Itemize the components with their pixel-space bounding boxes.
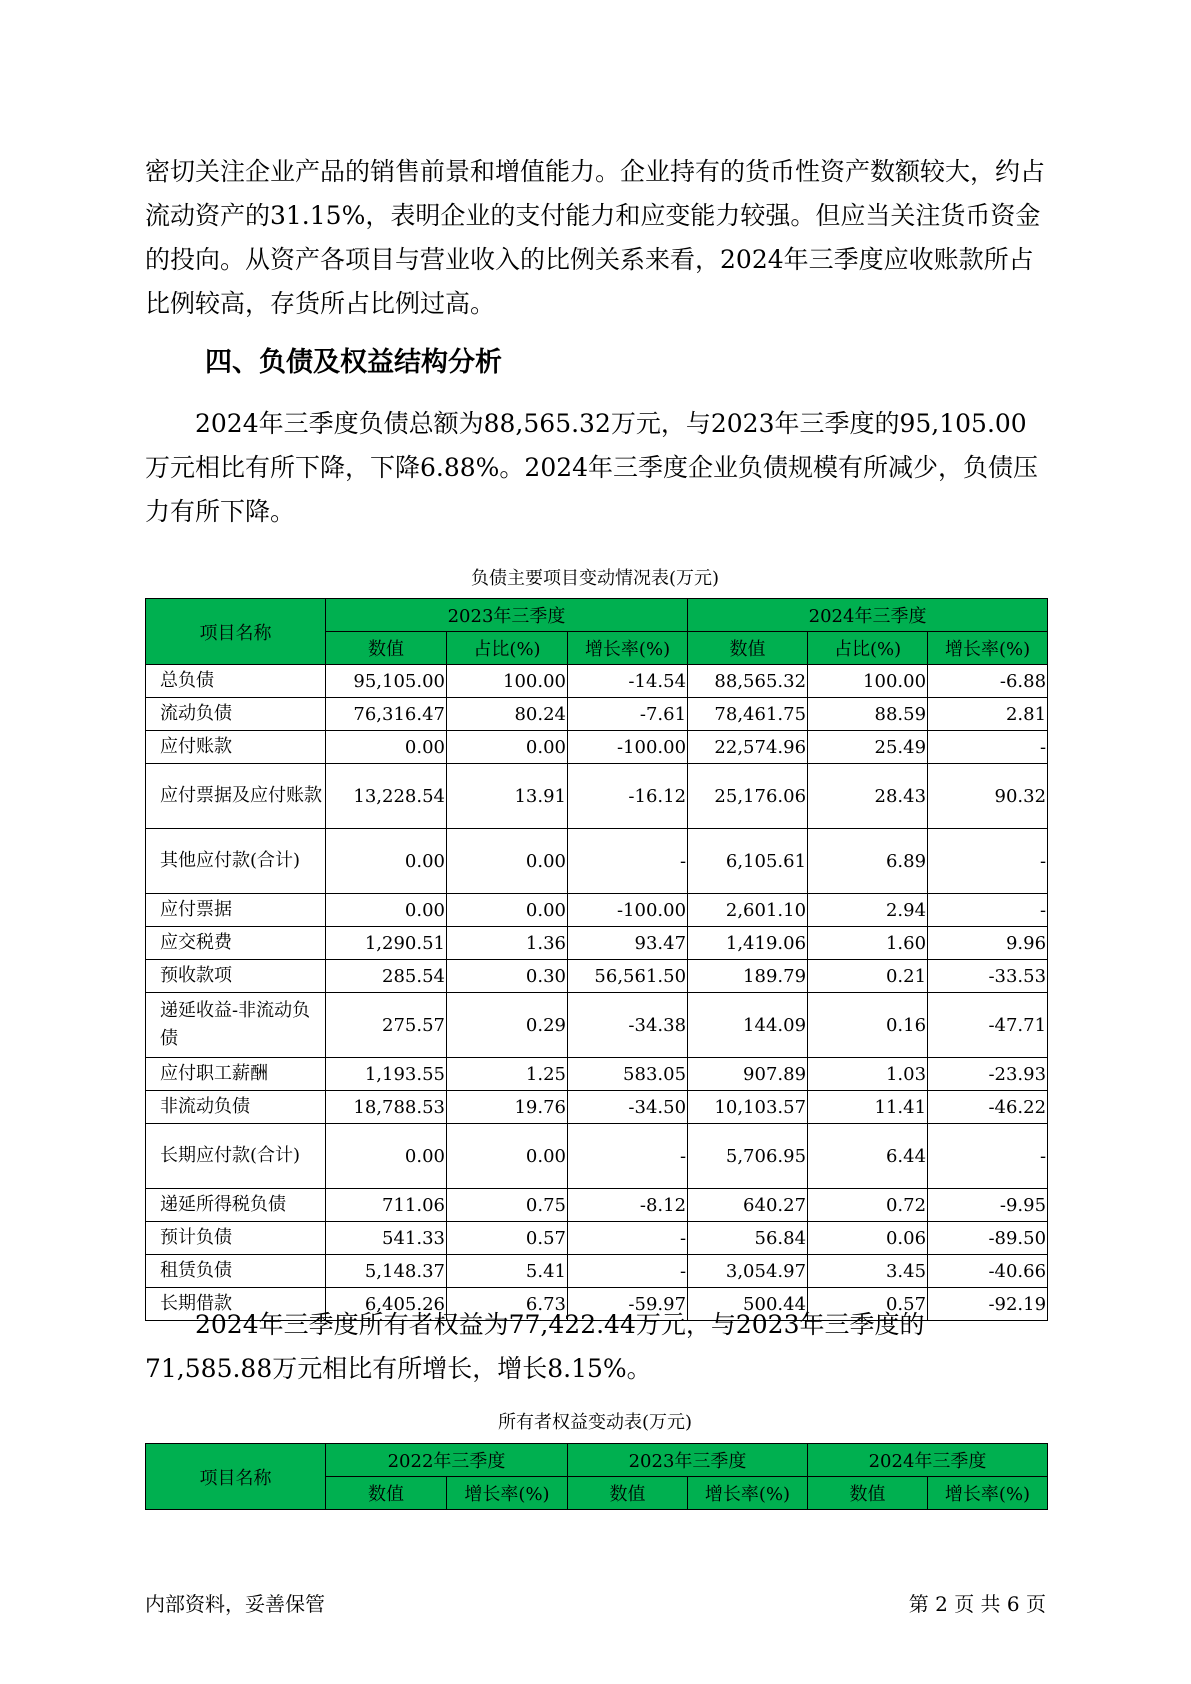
share-2023-cell: 1.36	[447, 927, 568, 960]
growth-2023-cell: 583.05	[568, 1058, 688, 1091]
item-name-cell: 应交税费	[146, 927, 326, 960]
share-2023-cell: 0.30	[447, 960, 568, 993]
growth-2023-cell: -100.00	[568, 894, 688, 927]
value-2024-cell: 78,461.75	[688, 698, 808, 731]
value-2023-cell: 13,228.54	[326, 764, 447, 829]
share-2024-cell: 88.59	[808, 698, 928, 731]
table-row	[146, 1255, 1048, 1288]
share-2023-cell: 0.75	[447, 1189, 568, 1222]
liability-table-body	[146, 665, 1048, 1321]
growth-2024-cell: -47.71	[928, 993, 1048, 1058]
header-period-2022: 2022年三季度	[326, 1444, 568, 1477]
table-row	[146, 927, 1048, 960]
share-2023-cell: 100.00	[447, 665, 568, 698]
subheader-growth: 增长率(%)	[928, 1477, 1048, 1510]
header-item-name: 项目名称	[146, 1444, 326, 1510]
value-2023-cell: 0.00	[326, 894, 447, 927]
share-2023-cell: 0.57	[447, 1222, 568, 1255]
share-2024-cell: 0.16	[808, 993, 928, 1058]
share-2023-cell: 80.24	[447, 698, 568, 731]
table-row	[146, 665, 1048, 698]
item-name-cell: 递延所得税负债	[146, 1189, 326, 1222]
growth-2023-cell: -34.50	[568, 1091, 688, 1124]
share-2023-cell: 0.00	[447, 1124, 568, 1189]
value-2024-cell: 6,105.61	[688, 829, 808, 894]
value-2024-cell: 56.84	[688, 1222, 808, 1255]
subheader-share: 占比(%)	[447, 632, 568, 665]
value-2024-cell: 500.44	[688, 1288, 808, 1321]
paragraph-equity-summary: 2024年三季度所有者权益为77,422.44万元，与2023年三季度的71,585.88万元相比有所增长，增长8.15%。	[145, 1310, 925, 1383]
item-name-cell: 租赁负债	[146, 1255, 326, 1288]
value-2023-cell: 711.06	[326, 1189, 447, 1222]
value-2024-cell: 189.79	[688, 960, 808, 993]
subheader-growth: 增长率(%)	[568, 632, 688, 665]
table-row	[146, 1058, 1048, 1091]
growth-2024-cell: 9.96	[928, 927, 1048, 960]
paragraph-liability-summary: 2024年三季度负债总额为88,565.32万元，与2023年三季度的95,105.00万元相比有所下降，下降6.88%。2024年三季度企业负债规模有所减少，负债压力有所下降。	[145, 409, 1039, 526]
header-period-2024: 2024年三季度	[688, 599, 1048, 632]
subheader-growth: 增长率(%)	[928, 632, 1048, 665]
share-2024-cell: 25.49	[808, 731, 928, 764]
item-name-cell: 应付职工薪酬	[146, 1058, 326, 1091]
value-2023-cell: 275.57	[326, 993, 447, 1058]
growth-2024-cell: -9.95	[928, 1189, 1048, 1222]
growth-2024-cell: 2.81	[928, 698, 1048, 731]
item-name-cell: 预收款项	[146, 960, 326, 993]
item-name-cell: 应付票据	[146, 894, 326, 927]
growth-2024-cell: -33.53	[928, 960, 1048, 993]
header-period-2023: 2023年三季度	[326, 599, 688, 632]
table-row	[146, 1189, 1048, 1222]
subheader-value: 数值	[326, 632, 447, 665]
growth-2023-cell: -8.12	[568, 1189, 688, 1222]
share-2023-cell: 0.00	[447, 731, 568, 764]
share-2024-cell: 6.44	[808, 1124, 928, 1189]
growth-2023-cell: -7.61	[568, 698, 688, 731]
growth-2024-cell: 90.32	[928, 764, 1048, 829]
subheader-value: 数值	[808, 1477, 928, 1510]
share-2023-cell: 0.00	[447, 829, 568, 894]
growth-2023-cell: -34.38	[568, 993, 688, 1058]
value-2023-cell: 6,405.26	[326, 1288, 447, 1321]
share-2023-cell: 13.91	[447, 764, 568, 829]
value-2024-cell: 144.09	[688, 993, 808, 1058]
value-2023-cell: 0.00	[326, 1124, 447, 1189]
subheader-growth: 增长率(%)	[688, 1477, 808, 1510]
table-row	[146, 1124, 1048, 1189]
equity-table-caption: 所有者权益变动表(万元)	[497, 1412, 693, 1433]
equity-table	[145, 1443, 1048, 1510]
value-2023-cell: 541.33	[326, 1222, 447, 1255]
liability-table	[145, 598, 1048, 1321]
growth-2023-cell: -	[568, 829, 688, 894]
growth-2024-cell: -23.93	[928, 1058, 1048, 1091]
subheader-growth: 增长率(%)	[447, 1477, 568, 1510]
growth-2023-cell: -16.12	[568, 764, 688, 829]
subheader-value: 数值	[326, 1477, 447, 1510]
share-2023-cell: 0.00	[447, 894, 568, 927]
growth-2023-cell: 56,561.50	[568, 960, 688, 993]
growth-2023-cell: -	[568, 1222, 688, 1255]
growth-2024-cell: -46.22	[928, 1091, 1048, 1124]
share-2023-cell: 1.25	[447, 1058, 568, 1091]
item-name-cell: 长期应付款(合计)	[146, 1124, 326, 1189]
paragraph-asset-analysis-end: 密切关注企业产品的销售前景和增值能力。企业持有的货币性资产数额较大，约占流动资产的31.15%，表明企业的支付能力和应变能力较强。但应当关注货币资金的投向。从资产各项目与营业收入的比例关系来看，2024年三季度应收账款所占比例较高，存货所占比例过高。	[145, 157, 1046, 318]
table-row	[146, 764, 1048, 829]
value-2024-cell: 3,054.97	[688, 1255, 808, 1288]
item-name-cell: 非流动负债	[146, 1091, 326, 1124]
subheader-value: 数值	[568, 1477, 688, 1510]
footer-page-number: 第 2 页 共 6 页	[908, 1592, 1046, 1616]
table-row	[146, 829, 1048, 894]
item-name-cell: 总负债	[146, 665, 326, 698]
table-row	[146, 894, 1048, 927]
share-2024-cell: 6.89	[808, 829, 928, 894]
value-2024-cell: 1,419.06	[688, 927, 808, 960]
value-2024-cell: 640.27	[688, 1189, 808, 1222]
share-2024-cell: 1.60	[808, 927, 928, 960]
growth-2024-cell: -	[928, 829, 1048, 894]
growth-2024-cell: -	[928, 731, 1048, 764]
item-name-cell: 递延收益-非流动负债	[146, 993, 326, 1058]
growth-2023-cell: 93.47	[568, 927, 688, 960]
share-2024-cell: 0.57	[808, 1288, 928, 1321]
value-2024-cell: 22,574.96	[688, 731, 808, 764]
liability-table-caption: 负债主要项目变动情况表(万元)	[470, 568, 720, 589]
value-2023-cell: 18,788.53	[326, 1091, 447, 1124]
table-row	[146, 1091, 1048, 1124]
growth-2024-cell: -92.19	[928, 1288, 1048, 1321]
share-2024-cell: 0.06	[808, 1222, 928, 1255]
growth-2023-cell: -100.00	[568, 731, 688, 764]
share-2024-cell: 11.41	[808, 1091, 928, 1124]
table-row	[146, 993, 1048, 1058]
item-name-cell: 预计负债	[146, 1222, 326, 1255]
header-item-name: 项目名称	[146, 599, 326, 665]
share-2024-cell: 0.72	[808, 1189, 928, 1222]
value-2023-cell: 5,148.37	[326, 1255, 447, 1288]
value-2023-cell: 285.54	[326, 960, 447, 993]
value-2023-cell: 76,316.47	[326, 698, 447, 731]
subheader-share: 占比(%)	[808, 632, 928, 665]
footer-confidential-note: 内部资料，妥善保管	[145, 1592, 325, 1616]
growth-2024-cell: -6.88	[928, 665, 1048, 698]
share-2024-cell: 0.21	[808, 960, 928, 993]
growth-2024-cell: -	[928, 894, 1048, 927]
header-period-2024: 2024年三季度	[808, 1444, 1048, 1477]
value-2024-cell: 5,706.95	[688, 1124, 808, 1189]
value-2023-cell: 1,290.51	[326, 927, 447, 960]
value-2024-cell: 88,565.32	[688, 665, 808, 698]
table-row	[146, 731, 1048, 764]
table-row	[146, 698, 1048, 731]
share-2023-cell: 0.29	[447, 993, 568, 1058]
share-2023-cell: 5.41	[447, 1255, 568, 1288]
share-2024-cell: 28.43	[808, 764, 928, 829]
table-row	[146, 960, 1048, 993]
growth-2024-cell: -89.50	[928, 1222, 1048, 1255]
value-2023-cell: 0.00	[326, 731, 447, 764]
subheader-value: 数值	[688, 632, 808, 665]
section-heading-liability-equity: 四、负债及权益结构分析	[205, 347, 502, 378]
value-2024-cell: 25,176.06	[688, 764, 808, 829]
item-name-cell: 长期借款	[146, 1288, 326, 1321]
header-period-2023: 2023年三季度	[568, 1444, 808, 1477]
table-row	[146, 1222, 1048, 1255]
growth-2023-cell: -14.54	[568, 665, 688, 698]
share-2023-cell: 6.73	[447, 1288, 568, 1321]
value-2023-cell: 95,105.00	[326, 665, 447, 698]
growth-2023-cell: -	[568, 1255, 688, 1288]
value-2023-cell: 0.00	[326, 829, 447, 894]
growth-2023-cell: -	[568, 1124, 688, 1189]
item-name-cell: 流动负债	[146, 698, 326, 731]
item-name-cell: 应付账款	[146, 731, 326, 764]
share-2023-cell: 19.76	[447, 1091, 568, 1124]
value-2024-cell: 2,601.10	[688, 894, 808, 927]
share-2024-cell: 2.94	[808, 894, 928, 927]
growth-2024-cell: -	[928, 1124, 1048, 1189]
share-2024-cell: 100.00	[808, 665, 928, 698]
share-2024-cell: 1.03	[808, 1058, 928, 1091]
item-name-cell: 应付票据及应付账款	[146, 764, 326, 829]
growth-2024-cell: -40.66	[928, 1255, 1048, 1288]
share-2024-cell: 3.45	[808, 1255, 928, 1288]
item-name-cell: 其他应付款(合计)	[146, 829, 326, 894]
value-2024-cell: 10,103.57	[688, 1091, 808, 1124]
value-2024-cell: 907.89	[688, 1058, 808, 1091]
value-2023-cell: 1,193.55	[326, 1058, 447, 1091]
growth-2023-cell: -59.97	[568, 1288, 688, 1321]
